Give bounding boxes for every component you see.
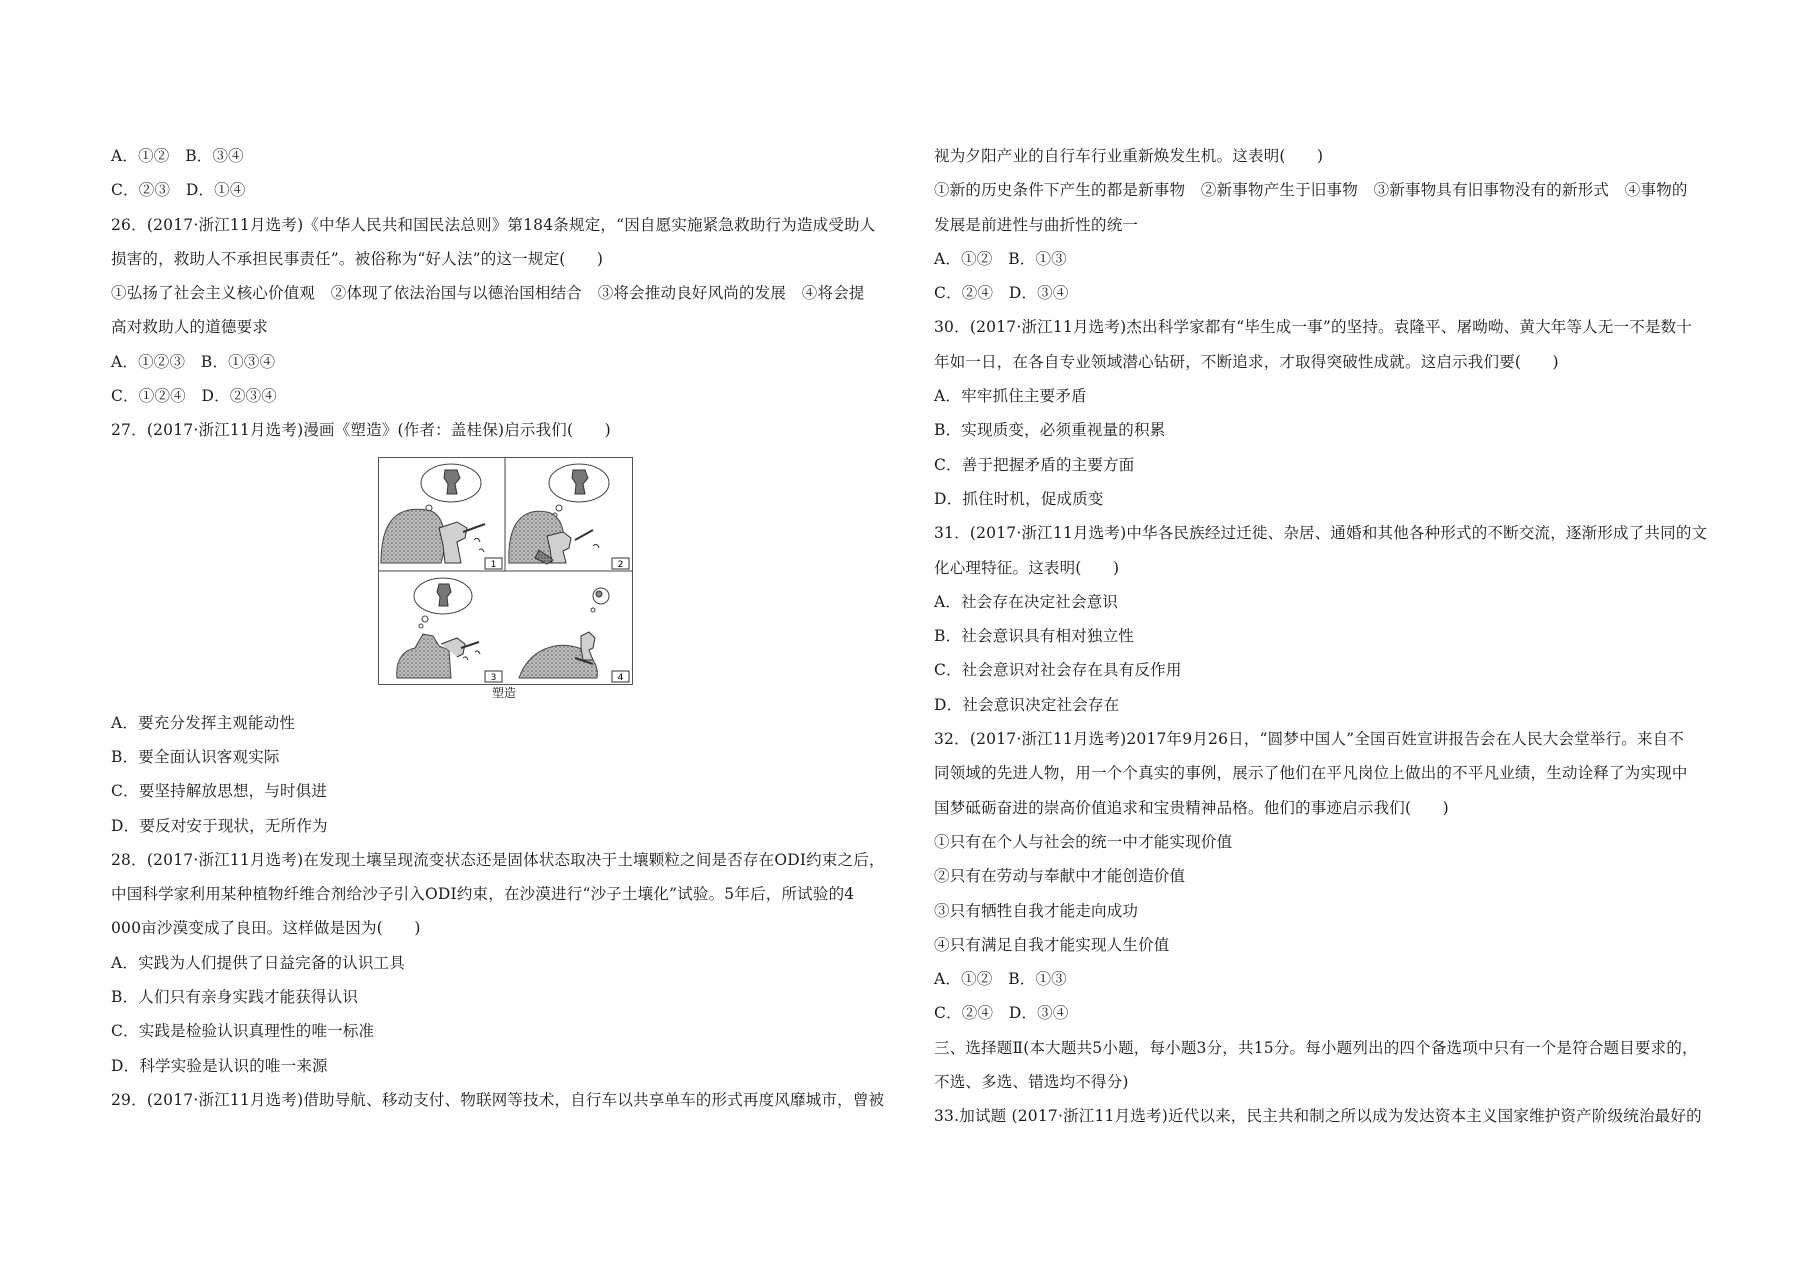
cartoon-panel-4 <box>519 588 629 682</box>
q28-option-b: B．人们只有亲身实践才能获得认识 <box>111 988 359 1007</box>
q27-cartoon-figure <box>111 448 907 706</box>
section3-heading-line1: 三、选择题Ⅱ(本大题共5小题，每小题3分，共15分。每小题列出的四个备选项中只有一个是符合题目要求的， <box>934 1038 1698 1057</box>
q26-statements-line1: ①弘扬了社会主义核心价值观 ②体现了依法治国与以德治国相结合 ③将会推动良好风尚的发展 ④将会提 <box>111 284 865 303</box>
q30-option-b: B．实现质变，必须重视量的积累 <box>934 421 1166 440</box>
q32-statement-1: ①只有在个人与社会的统一中才能实现价值 <box>934 832 1233 851</box>
q25-options-ab: A．①② B．③④ <box>111 147 244 165</box>
q29-options-cd: C．②④ D．③④ <box>934 284 1069 303</box>
q29-stem-line1: 29．(2017·浙江11月选考)借助导航、移动支付、物联网等技术，自行车以共享单车的形式再度风靡城市，曾被 <box>111 1090 885 1109</box>
panel-number-2: 2 <box>617 559 624 570</box>
q33-stem-line1: 33.加试题 (2017·浙江11月选考)近代以来，民主共和制之所以成为发达资本主义国家维护资产阶级统治最好的 <box>934 1107 1702 1126</box>
q32-statement-2: ②只有在劳动与奉献中才能创造价值 <box>934 867 1186 886</box>
q31-option-a: A．社会存在决定社会意识 <box>934 592 1119 611</box>
q32-options-ab: A．①② B．①③ <box>934 970 1067 989</box>
q32-options-cd: C．②④ D．③④ <box>934 1004 1069 1023</box>
q30-option-d: D．抓住时机，促成质变 <box>934 489 1104 508</box>
q26-options-cd: C．①②④ D．②③④ <box>111 387 277 406</box>
left-column <box>111 139 907 1117</box>
q31-option-c: C．社会意识对社会存在具有反作用 <box>934 661 1182 680</box>
cartoon-panel-1 <box>381 464 502 569</box>
q31-stem-line2: 化心理特征。这表明( ) <box>934 558 1120 577</box>
q27-option-a: A．要充分发挥主观能动性 <box>111 713 296 732</box>
q32-stem-line3: 国梦砥砺奋进的崇高价值追求和宝贵精神品格。他们的事迹启示我们( ) <box>934 798 1449 817</box>
panel-number-3: 3 <box>490 672 497 683</box>
q29-stem-line2: 视为夕阳产业的自行车行业重新焕发生机。这表明( ) <box>934 147 1324 165</box>
q31-option-b: B．社会意识具有相对独立性 <box>934 627 1134 646</box>
q30-option-a: A．牢牢抓住主要矛盾 <box>934 387 1087 406</box>
cartoon-caption: 塑造 <box>492 685 517 700</box>
q27-option-d: D．要反对安于现状，无所作为 <box>111 816 328 835</box>
q30-stem-line2: 年如一日，在各自专业领域潜心钻研，不断追求，才取得突破性成就。这启示我们要( ) <box>934 352 1559 371</box>
q28-option-c: C．实践是检验认识真理性的唯一标准 <box>111 1022 375 1041</box>
q27-stem: 27．(2017·浙江11月选考)漫画《塑造》(作者：盖桂保)启示我们( ) <box>111 421 611 440</box>
q28-stem-line1: 28．(2017·浙江11月选考)在发现土壤呈现流变状态还是固体状态取决于土壤颗粒之间是否存在ODI约束之后， <box>111 850 885 869</box>
cartoon-illustration <box>379 458 632 684</box>
q29-options-ab: A．①② B．①③ <box>934 249 1067 268</box>
q31-stem-line1: 31．(2017·浙江11月选考)中华各民族经过迁徙、杂居、通婚和其他各种形式的不断交流，逐渐形成了共同的文 <box>934 524 1708 543</box>
panel-number-4: 4 <box>617 672 624 683</box>
q29-statements-line1: ①新的历史条件下产生的都是新事物 ②新事物产生于旧事物 ③新事物具有旧事物没有的新形式 ④事物的 <box>934 181 1688 200</box>
q30-stem-line1: 30．(2017·浙江11月选考)杰出科学家都有“毕生成一事”的坚持。袁隆平、屠呦呦、黄大年等人无一不是数十 <box>934 318 1693 337</box>
section3-heading-line2: 不选、多选、错选均不得分) <box>934 1073 1129 1092</box>
q31-option-d: D．社会意识决定社会存在 <box>934 695 1120 714</box>
q26-options-ab: A．①②③ B．①③④ <box>111 352 276 371</box>
q26-statements-line2: 高对救助人的道德要求 <box>111 318 269 337</box>
q29-statements-line2: 发展是前进性与曲折性的统一 <box>934 215 1139 234</box>
q28-stem-line2: 中国科学家利用某种植物纤维合剂给沙子引入ODI约束，在沙漠进行“沙子土壤化”试验。5年后，所试验的4 <box>111 885 855 904</box>
panel-number-1: 1 <box>490 559 497 570</box>
q30-option-c: C．善于把握矛盾的主要方面 <box>934 455 1135 474</box>
q28-stem-line3: 000亩沙漠变成了良田。这样做是因为( ) <box>111 919 421 938</box>
q28-option-d: D．科学实验是认识的唯一来源 <box>111 1056 328 1075</box>
q26-stem-line2: 损害的，救助人不承担民事责任”。被俗称为“好人法”的这一规定( ) <box>111 249 604 268</box>
q27-option-b: B．要全面认识客观实际 <box>111 747 280 766</box>
cartoon-panel-3 <box>397 578 502 682</box>
cartoon-panel-2 <box>509 464 629 569</box>
q26-stem-line1: 26．(2017·浙江11月选考)《中华人民共和国民法总则》第184条规定，“因自愿实施紧急救助行为造成受助人 <box>111 215 876 234</box>
q32-statement-4: ④只有满足自我才能实现人生价值 <box>934 935 1170 954</box>
q32-stem-line2: 同领域的先进人物，用一个个真实的事例，展示了他们在平凡岗位上做出的不平凡业绩，生动诠释了为实现中 <box>934 764 1688 783</box>
q32-stem-line1: 32．(2017·浙江11月选考)2017年9月26日，“圆梦中国人”全国百姓宣讲报告会在人民大会堂举行。来自不 <box>934 730 1684 749</box>
cartoon-image <box>378 457 633 685</box>
q32-statement-3: ③只有牺牲自我才能走向成功 <box>934 901 1139 920</box>
right-column <box>934 139 1734 1134</box>
q28-option-a: A．实践为人们提供了日益完备的认识工具 <box>111 953 405 972</box>
q25-options-cd: C．②③ D．①④ <box>111 181 246 200</box>
q27-option-c: C．要坚持解放思想，与时俱进 <box>111 782 328 801</box>
